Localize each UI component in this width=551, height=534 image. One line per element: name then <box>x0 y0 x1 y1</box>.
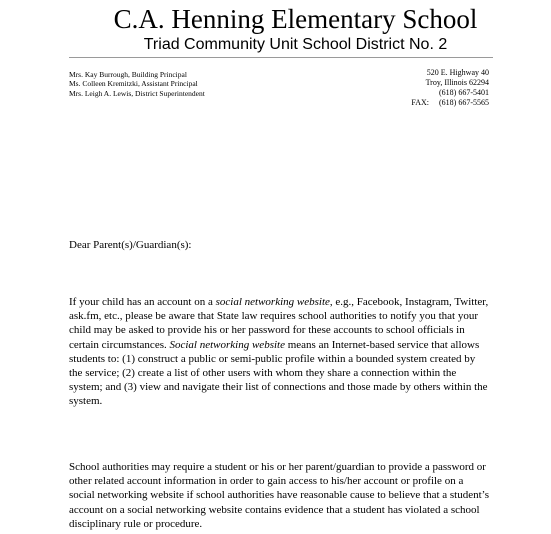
para1-text-1: If your child has an account on a <box>69 296 216 308</box>
school-address <box>411 68 489 108</box>
salutation: Dear Parent(s)/Guardian(s): <box>69 239 192 251</box>
staff-assistant-principal: Ms. Colleen Kremitzki, Assistant Principal <box>69 79 198 89</box>
address-street: 520 E. Highway 40 <box>426 68 489 77</box>
paragraph-social-networking <box>69 295 489 409</box>
district-name: Triad Community Unit School District No. 2 <box>143 36 448 53</box>
header-rule <box>69 57 493 58</box>
para1-text-2: , e.g., Facebook, Instagram, Twitter, ask.fm, etc., please be aware that State law requires school authorities to notify you that your child may be asked to provide his or her password for these accounts to school officials in certain circumstances. <box>69 296 489 351</box>
address-fax: FAX: (618) 667-5565 <box>411 98 489 107</box>
address-city: Troy, Illinois 62294 <box>425 78 489 87</box>
staff-principal: Mrs. Kay Burrough, Building Principal <box>69 70 187 79</box>
address-phone: (618) 667-5401 <box>439 88 489 97</box>
paragraph-school-authorities: School authorities may require a student or his or her parent/guardian to provide a password or other related account information in order to gain access to his/her account or profile on a social networking website if school authorities have reasonable cause to believe that a student’s account on a social networking website contains evidence that a student has violated a school disciplinary rule or procedure. <box>69 461 490 530</box>
school-name: C.A. Henning Elementary School <box>113 4 478 34</box>
staff-superintendent: Mrs. Leigh A. Lewis, District Superintendent <box>69 88 205 98</box>
para1-text-3: means an Internet-based service that allows students to: (1) construct a public or semi-public profile within a bounded system created by the service; (2) create a list of other users with whom they share a connection within the system; and (3) view and navigate their list of connections and those made by others within the system. <box>69 338 488 408</box>
para1-italic-term-1: social networking website <box>215 296 330 308</box>
staff-list <box>69 70 205 98</box>
para1-italic-term-2: Social networking website <box>169 338 285 351</box>
